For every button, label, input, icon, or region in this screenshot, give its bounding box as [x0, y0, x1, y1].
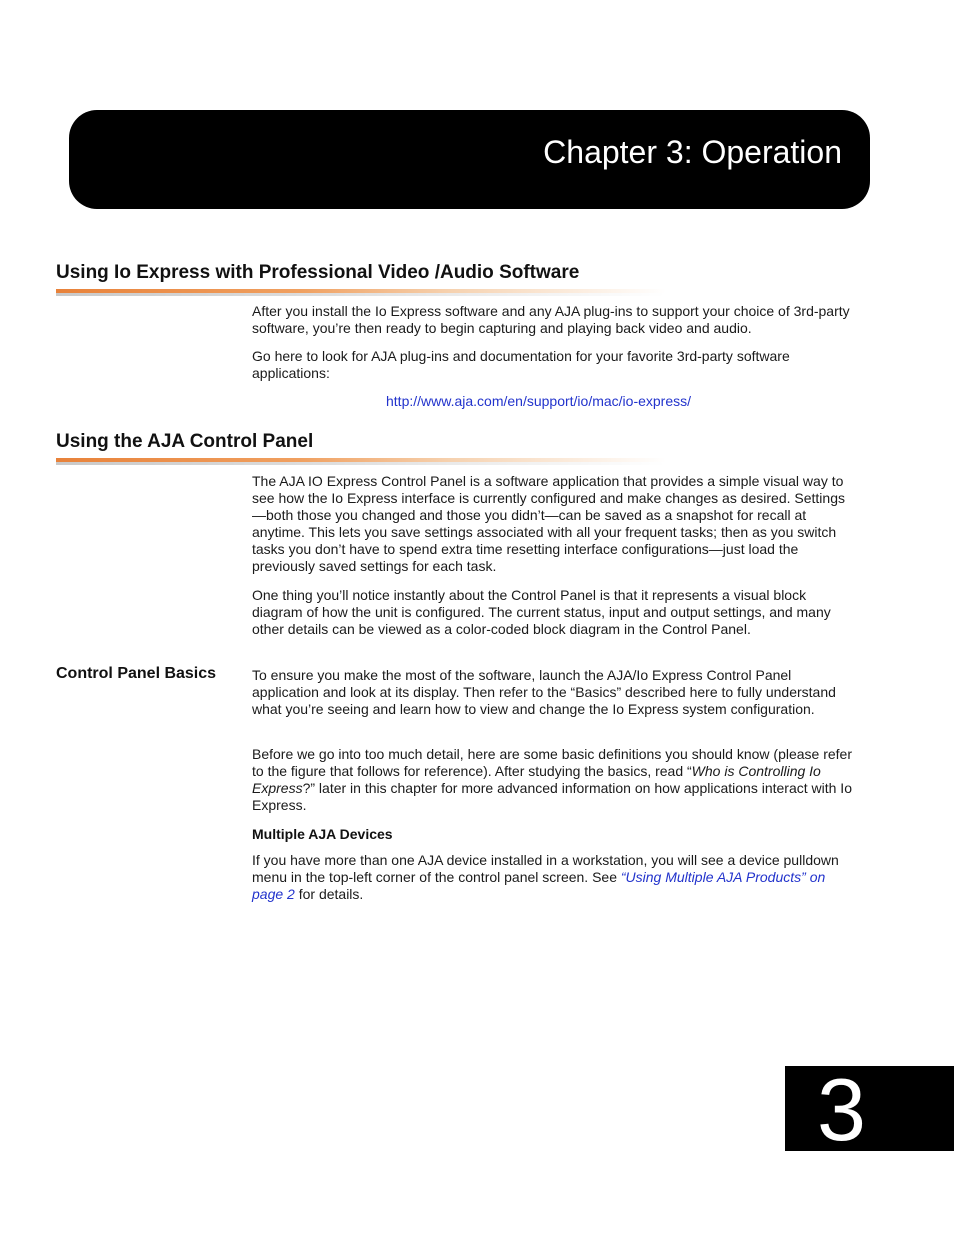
paragraph-plugins: Go here to look for AJA plug-ins and documentation for your favorite 3rd-party software applications:: [252, 348, 790, 381]
paragraph-control-panel-intro: The AJA IO Express Control Panel is a software application that provides a simple visual way to see how the Io Express interface is currently configured and make changes as desired. Settings—both those you changed and those you didn’t—can be saved as a snapshot for recall at anytime. This lets you save settings associated with all your frequent tasks; then as you switch tasks you don’t have to spend extra time resetting interface configurations—just load the previously saved settings for each task.: [252, 473, 845, 574]
support-link-line: [386, 393, 691, 410]
paragraph-block-diagram: One thing you’ll notice instantly about the Control Panel is that it represents a visual block diagram of how the unit is configured. The current status, input and output settings, and many other details can be viewed as a color-coded block diagram in the Control Panel.: [252, 587, 831, 637]
section-heading-control-panel: Using the AJA Control Panel: [56, 431, 314, 452]
chapter-number: 3: [817, 1060, 866, 1159]
subheading-multiple-devices: Multiple AJA Devices: [252, 826, 393, 842]
chapter-number-tab: [785, 1060, 954, 1159]
side-heading-control-panel-basics: Control Panel Basics: [56, 665, 217, 682]
italic-reference: Who is Controlling Io Express: [252, 763, 821, 796]
heading-rule: [56, 458, 666, 465]
multiple-products-link[interactable]: “Using Multiple AJA Products” on page 2: [252, 869, 826, 902]
paragraph-basics-intro: To ensure you make the most of the software, launch the AJA/Io Express Control Panel application and look at its display. Then refer to the “Basics” described here to fully understand what you’re seeing and learn how to view and change the Io Express system configuration.: [252, 667, 836, 717]
chapter-banner: [69, 110, 870, 209]
paragraph-basic-definitions: Before we go into too much detail, here are some basic definitions you should know (please refer to the figure that follows for reference). After studying the basics, read “Who is Controlling Io Express?” later in this chapter for more advanced information on how applications interact with Io Express.: [252, 746, 853, 813]
chapter-title: Chapter 3: Operation: [543, 134, 842, 170]
paragraph-install-intro: After you install the Io Express software and any AJA plug-ins to support your choice of 3rd-party software, you’re then ready to begin capturing and playing back video and audio.: [252, 303, 850, 336]
heading-rule: [56, 289, 666, 296]
aja-support-link[interactable]: http://www.aja.com/en/support/io/mac/io-express/: [386, 393, 692, 409]
paragraph-multiple-devices: If you have more than one AJA device installed in a workstation, you will see a device pulldown menu in the top-left corner of the control panel screen. See “Using Multiple AJA Products” on page 2 for details.: [252, 852, 839, 902]
section-heading-professional-software: Using Io Express with Professional Video /Audio Software: [56, 262, 580, 283]
